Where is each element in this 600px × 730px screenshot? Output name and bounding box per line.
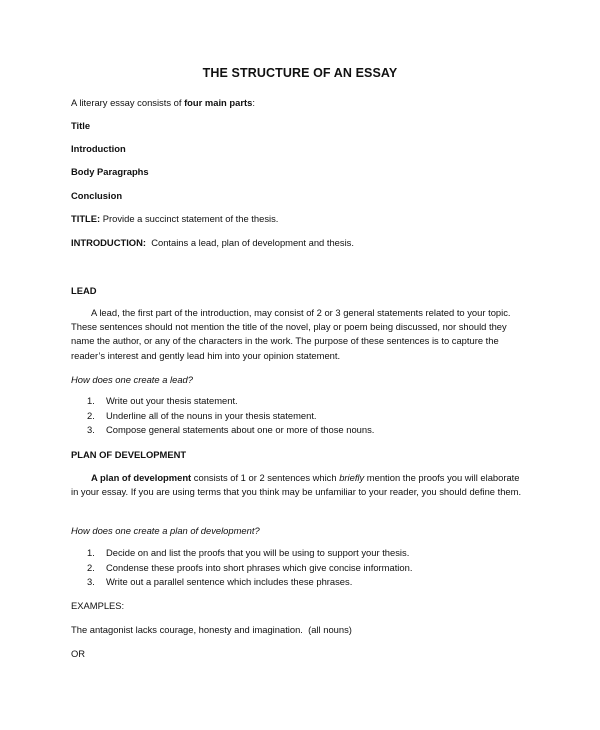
list-item: 1. Decide on and list the proofs that you will be using to support your thesis.: [87, 547, 410, 558]
document-title: THE STRUCTURE OF AN ESSAY: [202, 66, 398, 80]
lead-heading: LEAD: [71, 285, 97, 296]
list-item: 1. Write out your thesis statement.: [87, 395, 238, 406]
list-item: 2. Condense these proofs into short phrases which give concise information.: [87, 561, 413, 573]
plan-question: How does one create a plan of development?: [71, 525, 260, 536]
part-title: Title: [71, 120, 91, 131]
intro-prefix: A literary essay consists of: [71, 97, 185, 108]
plan-text-2: mention the proofs you will elaborate in your essay. If you are using terms that you think may be unfamiliar to your reader, you should define them.: [71, 472, 522, 498]
lead-paragraph-text: A lead, the first part of the introduction, may consist of 2 or 3 general statements related to your topic. These sentences should not mention the title of the novel, play or poem being discussed, nor should they name the author, or any of the characters in the work. The purpose of these sentences is to capture the reader’s interest and gently lead him into your opinion statement.: [71, 307, 511, 361]
plan-italic: briefly: [339, 472, 365, 483]
or-label: OR: [71, 648, 86, 659]
plan-text-1: consists of 1 or 2 sentences which: [191, 472, 340, 483]
introduction-definition-label: INTRODUCTION:: [71, 237, 146, 248]
intro-suffix: :: [252, 97, 255, 108]
examples-label: EXAMPLES:: [71, 600, 125, 611]
title-definition-label: TITLE:: [71, 213, 101, 224]
introduction-definition: [71, 236, 354, 250]
part-introduction: Introduction: [71, 143, 126, 154]
introduction-definition-text: Contains a lead, plan of development and thesis.: [146, 237, 354, 248]
plan-paragraph: [71, 471, 526, 499]
list-item: 3. Compose general statements about one or more of those nouns.: [87, 424, 375, 435]
lead-question: How does one create a lead?: [71, 374, 193, 385]
intro-line: [71, 96, 255, 110]
plan-heading: PLAN OF DEVELOPMENT: [71, 449, 187, 460]
title-definition-text: Provide a succinct statement of the thesis.: [100, 213, 279, 224]
intro-bold: four main parts: [184, 97, 253, 108]
example-sentence: The antagonist lacks courage, honesty and imagination. (all nouns): [71, 624, 352, 635]
title-definition: [71, 212, 278, 226]
plan-bold-lead: A plan of development: [91, 472, 192, 483]
list-item: 2. Underline all of the nouns in your thesis statement.: [87, 409, 317, 421]
plan-steps-list: [71, 546, 412, 590]
part-conclusion: Conclusion: [71, 190, 123, 201]
list-item: 3. Write out a parallel sentence which includes these phrases.: [87, 576, 353, 587]
part-body-paragraphs: Body Paragraphs: [71, 166, 149, 177]
lead-paragraph: [71, 306, 526, 363]
lead-steps-list: [71, 394, 374, 438]
